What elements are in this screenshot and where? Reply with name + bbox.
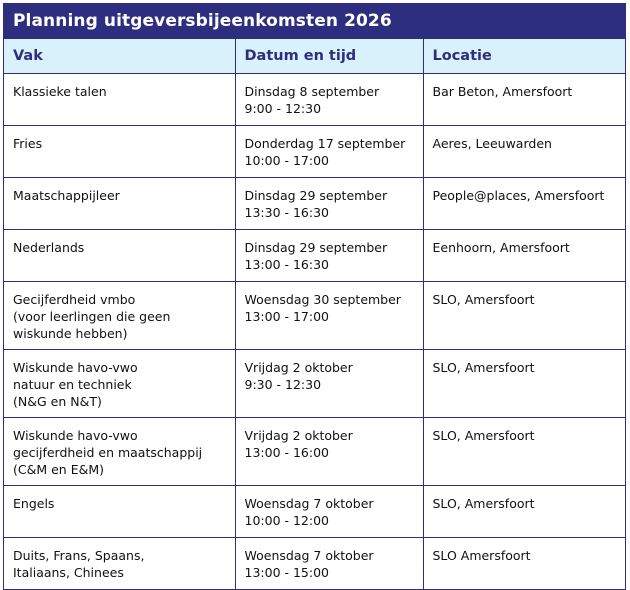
table-row bbox=[4, 350, 625, 418]
cell-vak: Nederlands bbox=[4, 230, 235, 282]
cell-locatie: Eenhoorn, Amersfoort bbox=[423, 230, 625, 282]
cell-vak: Gecijferdheid vmbo (voor leerlingen die geen wiskunde hebben) bbox=[4, 282, 235, 350]
cell-vak: Wiskunde havo-vwo natuur en techniek (N&G en N&T) bbox=[4, 350, 235, 418]
table-row bbox=[4, 230, 625, 282]
cell-vak: Fries bbox=[4, 126, 235, 178]
cell-locatie: SLO, Amersfoort bbox=[423, 350, 625, 418]
cell-datum: Vrijdag 2 oktober 13:00 - 16:00 bbox=[235, 418, 423, 486]
header-vak: Vak bbox=[4, 39, 235, 74]
cell-datum: Dinsdag 29 september 13:00 - 16:30 bbox=[235, 230, 423, 282]
cell-locatie: SLO, Amersfoort bbox=[423, 282, 625, 350]
table-row bbox=[4, 282, 625, 350]
header-row bbox=[4, 39, 625, 74]
table-row bbox=[4, 178, 625, 230]
cell-vak: Maatschappijleer bbox=[4, 178, 235, 230]
schedule-table bbox=[4, 39, 625, 589]
cell-vak: Engels bbox=[4, 486, 235, 538]
cell-datum: Woensdag 7 oktober 10:00 - 12:00 bbox=[235, 486, 423, 538]
cell-locatie: Bar Beton, Amersfoort bbox=[423, 74, 625, 126]
cell-vak: Wiskunde havo-vwo gecijferdheid en maatschappij (C&M en E&M) bbox=[4, 418, 235, 486]
cell-locatie: People@places, Amersfoort bbox=[423, 178, 625, 230]
schedule-table-container bbox=[3, 3, 626, 590]
table-row bbox=[4, 538, 625, 590]
cell-datum: Donderdag 17 september 10:00 - 17:00 bbox=[235, 126, 423, 178]
cell-locatie: SLO, Amersfoort bbox=[423, 486, 625, 538]
cell-datum: Vrijdag 2 oktober 9:30 - 12:30 bbox=[235, 350, 423, 418]
cell-locatie: Aeres, Leeuwarden bbox=[423, 126, 625, 178]
header-locatie: Locatie bbox=[423, 39, 625, 74]
cell-datum: Woensdag 7 oktober 13:00 - 15:00 bbox=[235, 538, 423, 590]
cell-datum: Dinsdag 8 september 9:00 - 12:30 bbox=[235, 74, 423, 126]
cell-vak: Duits, Frans, Spaans, Italiaans, Chinees bbox=[4, 538, 235, 590]
table-row bbox=[4, 418, 625, 486]
header-datum: Datum en tijd bbox=[235, 39, 423, 74]
cell-locatie: SLO Amersfoort bbox=[432, 548, 531, 563]
table-title: Planning uitgeversbijeenkomsten 2026 bbox=[4, 4, 625, 39]
table-row bbox=[4, 74, 625, 126]
cell-locatie: SLO, Amersfoort bbox=[423, 418, 625, 486]
table-row bbox=[4, 486, 625, 538]
table-row bbox=[4, 126, 625, 178]
cell-datum: Dinsdag 29 september 13:30 - 16:30 bbox=[235, 178, 423, 230]
cell-vak: Klassieke talen bbox=[4, 74, 235, 126]
cell-datum: Woensdag 30 september 13:00 - 17:00 bbox=[235, 282, 423, 350]
